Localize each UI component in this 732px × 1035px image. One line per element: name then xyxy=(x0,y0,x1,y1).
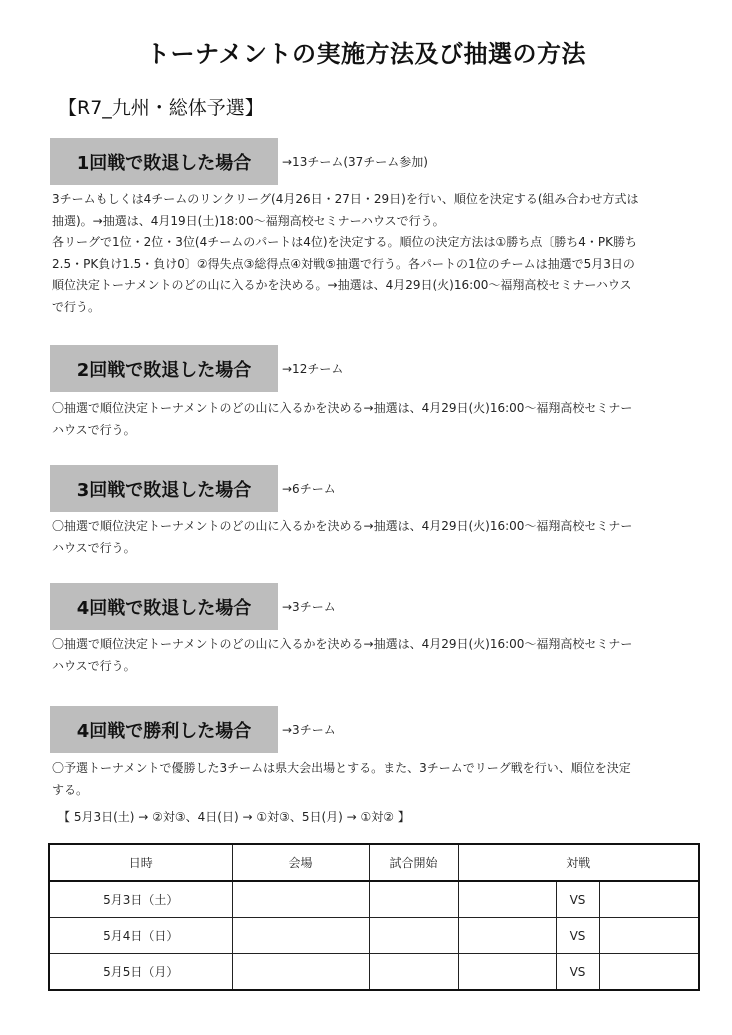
section-header xyxy=(50,345,343,392)
cell-vs: VS xyxy=(556,954,599,991)
body-line: 〇予選トーナメントで優勝した3チームは県大会出場とする。また、3チームでリーグ戦を行い、順位を決定 xyxy=(52,761,631,775)
body-line: ハウスで行う。 xyxy=(52,658,136,673)
cell-vs: VS xyxy=(556,918,599,954)
section-note: →3チーム xyxy=(282,723,336,737)
section-header xyxy=(50,138,428,185)
schedule-table xyxy=(48,843,700,991)
body-line: 〇抽選で順位決定トーナメントのどの山に入るかを決める→抽選は、4月29日(火)16:00～福翔高校セミナー xyxy=(52,401,633,415)
cell-venue xyxy=(232,918,369,954)
body-line: 3チームもしくは4チームのリンクリーグ(4月26日・27日・29日)を行い、順位を決定する(組み合わせ方式は xyxy=(52,192,639,206)
cell-team2 xyxy=(599,954,699,991)
header-date: 日時 xyxy=(49,844,232,881)
page-subtitle: 【R7_九州・総体予選】 xyxy=(58,97,264,119)
section-note: →13チーム(37チーム参加) xyxy=(282,155,428,169)
table-row xyxy=(49,881,699,918)
cell-team2 xyxy=(599,881,699,918)
cell-team1 xyxy=(458,881,556,918)
header-venue: 会場 xyxy=(232,844,369,881)
body-line: 順位決定トーナメントのどの山に入るかを決める。→抽選は、4月29日(火)16:00～福翔高校セミナーハウス xyxy=(52,278,632,292)
section-heading: 4回戦で勝利した場合 xyxy=(50,706,278,753)
cell-vs: VS xyxy=(556,881,599,918)
cell-start xyxy=(369,954,458,991)
body-line: 〇抽選で順位決定トーナメントのどの山に入るかを決める→抽選は、4月29日(火)16:00～福翔高校セミナー xyxy=(52,519,633,533)
body-line: 抽選)。→抽選は、4月19日(土)18:00～福翔高校セミナーハウスで行う。 xyxy=(52,213,445,228)
section-heading: 2回戦で敗退した場合 xyxy=(50,345,278,392)
cell-venue xyxy=(232,954,369,991)
section-body xyxy=(52,758,697,801)
section-heading: 3回戦で敗退した場合 xyxy=(50,465,278,512)
section-heading: 1回戦で敗退した場合 xyxy=(50,138,278,185)
section-header xyxy=(50,583,336,630)
section-heading: 4回戦で敗退した場合 xyxy=(50,583,278,630)
cell-team2 xyxy=(599,918,699,954)
table-header-row xyxy=(49,844,699,881)
table-row xyxy=(49,918,699,954)
section-note: →3チーム xyxy=(282,600,336,614)
header-start: 試合開始 xyxy=(369,844,458,881)
body-line: ハウスで行う。 xyxy=(52,422,136,437)
cell-team1 xyxy=(458,954,556,991)
section-body xyxy=(52,398,697,441)
schedule-note: 【 5月3日(土) → ②対③、4日(日) → ①対③、5日(月) → ①対② 】 xyxy=(58,810,410,824)
section-body xyxy=(52,634,697,677)
body-line: で行う。 xyxy=(52,299,101,314)
cell-start xyxy=(369,918,458,954)
cell-date: 5月3日（土） xyxy=(49,881,232,918)
page-title: トーナメントの実施方法及び抽選の方法 xyxy=(145,40,587,68)
cell-date: 5月5日（月） xyxy=(49,954,232,991)
body-line: 2.5・PK負け1.5・負け0〕②得失点③総得点④対戦⑤抽選で行う。各パートの1位のチームは抽選で5月3日の xyxy=(52,256,635,271)
table-row xyxy=(49,954,699,991)
section-header xyxy=(50,706,336,753)
body-line: する。 xyxy=(52,782,89,797)
section-body xyxy=(52,189,697,318)
cell-team1 xyxy=(458,918,556,954)
body-line: 〇抽選で順位決定トーナメントのどの山に入るかを決める→抽選は、4月29日(火)16:00～福翔高校セミナー xyxy=(52,637,633,651)
body-line: 各リーグで1位・2位・3位(4チームのパートは4位)を決定する。順位の決定方法は①勝ち点〔勝ち4・PK勝ち xyxy=(52,235,638,249)
cell-venue xyxy=(232,881,369,918)
section-header xyxy=(50,465,336,512)
cell-start xyxy=(369,881,458,918)
header-match: 対戦 xyxy=(458,844,699,881)
body-line: ハウスで行う。 xyxy=(52,540,136,555)
section-note: →6チーム xyxy=(282,482,336,496)
cell-date: 5月4日（日） xyxy=(49,918,232,954)
section-body xyxy=(52,516,697,559)
section-note: →12チーム xyxy=(282,362,344,376)
